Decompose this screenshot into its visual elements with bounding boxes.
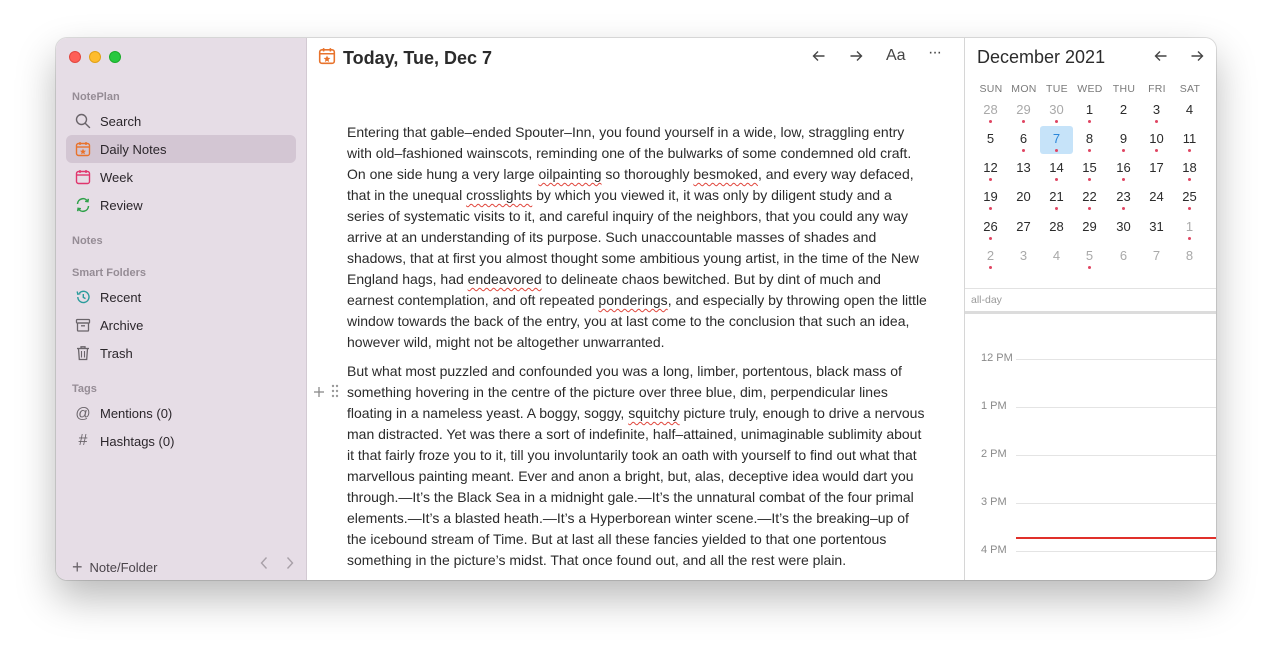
calendar-day-number: 29 bbox=[1016, 102, 1031, 117]
calendar-day-number: 6 bbox=[1019, 131, 1028, 146]
calendar-day[interactable] bbox=[974, 214, 1007, 242]
calendar-day[interactable] bbox=[1007, 97, 1040, 125]
calendar-day[interactable] bbox=[1107, 97, 1140, 125]
calendar-day[interactable] bbox=[1173, 126, 1206, 154]
calendar-day[interactable] bbox=[1140, 214, 1173, 242]
add-block-icon[interactable] bbox=[313, 385, 325, 402]
section-smart-folders[interactable]: Smart Folders bbox=[72, 267, 146, 279]
weekday-label: THU bbox=[1112, 83, 1136, 95]
calendar-day-number: 25 bbox=[1182, 189, 1197, 204]
calendar-day-number: 3 bbox=[1019, 248, 1028, 263]
calendar-day-number: 5 bbox=[1085, 248, 1094, 263]
calendar-star-icon bbox=[318, 47, 336, 70]
misspelled-word[interactable]: besmoked bbox=[693, 166, 758, 182]
misspelled-word[interactable]: ponderings bbox=[598, 292, 668, 308]
calendar-day[interactable] bbox=[1040, 97, 1073, 125]
calendar-day[interactable] bbox=[1007, 243, 1040, 271]
calendar-icon bbox=[74, 168, 92, 186]
more-options-button[interactable]: ··· bbox=[928, 44, 941, 61]
sidebar-item-recent[interactable] bbox=[66, 283, 296, 311]
section-noteplan: NotePlan bbox=[72, 91, 120, 103]
calendar-day[interactable] bbox=[1173, 243, 1206, 271]
calendar-day-number: 29 bbox=[1082, 219, 1097, 234]
calendar-day[interactable] bbox=[1073, 126, 1106, 154]
previous-day-button[interactable] bbox=[812, 49, 826, 66]
event-dot bbox=[1088, 120, 1091, 123]
add-note-folder-button[interactable] bbox=[72, 557, 157, 578]
calendar-day[interactable] bbox=[1007, 155, 1040, 183]
event-dot bbox=[1122, 149, 1125, 152]
calendar-day[interactable] bbox=[1173, 97, 1206, 125]
sidebar-item-label: Daily Notes bbox=[100, 141, 167, 157]
calendar-day[interactable] bbox=[1073, 184, 1106, 212]
previous-month-button[interactable] bbox=[1154, 49, 1168, 66]
event-dot bbox=[1088, 266, 1091, 269]
calendar-day-number: 9 bbox=[1119, 131, 1128, 146]
event-dot bbox=[1022, 149, 1025, 152]
note-toolbar bbox=[308, 38, 964, 78]
hour-label: 1 PM bbox=[981, 400, 1007, 412]
calendar-day[interactable] bbox=[1073, 97, 1106, 125]
sidebar-item-review[interactable] bbox=[66, 191, 296, 219]
calendar-day[interactable] bbox=[974, 97, 1007, 125]
event-dot bbox=[1188, 178, 1191, 181]
calendar-day-number: 28 bbox=[983, 102, 998, 117]
hour-gridline bbox=[1016, 551, 1216, 552]
calendar-day-number: 8 bbox=[1085, 131, 1094, 146]
calendar-day-number: 19 bbox=[983, 189, 998, 204]
at-icon: @ bbox=[75, 404, 91, 422]
hour-label: 12 PM bbox=[981, 352, 1013, 364]
event-dot bbox=[1055, 120, 1058, 123]
event-dot bbox=[1055, 207, 1058, 210]
sidebar-item-week[interactable] bbox=[66, 163, 296, 191]
calendar-day[interactable] bbox=[1040, 214, 1073, 242]
event-dot bbox=[1122, 207, 1125, 210]
event-dot bbox=[1055, 178, 1058, 181]
calendar-day[interactable] bbox=[1173, 184, 1206, 212]
paragraph-handle[interactable] bbox=[313, 384, 339, 402]
section-notes[interactable]: Notes bbox=[72, 235, 103, 247]
calendar-day[interactable] bbox=[1173, 155, 1206, 183]
back-arrow-icon[interactable] bbox=[260, 556, 268, 575]
event-dot bbox=[989, 266, 992, 269]
calendar-day-number: 24 bbox=[1149, 189, 1164, 204]
calendar-day[interactable] bbox=[1107, 214, 1140, 242]
hour-row[interactable] bbox=[965, 544, 1216, 556]
calendar-day-number: 26 bbox=[983, 219, 998, 234]
event-dot bbox=[989, 178, 992, 181]
history-icon bbox=[74, 288, 92, 306]
misspelled-word[interactable]: crosslights bbox=[466, 187, 533, 203]
calendar-day-number: 17 bbox=[1149, 160, 1164, 175]
calendar-day-number: 31 bbox=[1149, 219, 1164, 234]
calendar-day-number: 2 bbox=[1119, 102, 1128, 117]
calendar-day[interactable] bbox=[1040, 184, 1073, 212]
calendar-day-number: 3 bbox=[1152, 102, 1161, 117]
hour-gridline bbox=[1016, 503, 1216, 504]
note-editor-pane bbox=[308, 38, 964, 580]
event-dot bbox=[1188, 149, 1191, 152]
calendar-day-number: 23 bbox=[1116, 189, 1131, 204]
trash-icon bbox=[74, 344, 92, 362]
calendar-day[interactable] bbox=[1073, 155, 1106, 183]
weekday-label: TUE bbox=[1046, 83, 1068, 95]
calendar-day[interactable] bbox=[974, 243, 1007, 271]
event-dot bbox=[1155, 120, 1158, 123]
archive-icon bbox=[74, 316, 92, 334]
calendar-day-number: 27 bbox=[1016, 219, 1031, 234]
hour-row[interactable] bbox=[965, 352, 1216, 364]
all-day-section: all-day bbox=[965, 288, 1216, 314]
hash-icon: # bbox=[78, 432, 88, 449]
hour-row[interactable] bbox=[965, 400, 1216, 412]
sidebar-item-daily-notes[interactable] bbox=[66, 135, 296, 163]
sidebar-item-label: Trash bbox=[100, 345, 133, 361]
minimize-window-button[interactable] bbox=[89, 51, 101, 63]
sidebar-item-label: Hashtags (0) bbox=[100, 433, 175, 449]
calendar-day-number: 22 bbox=[1082, 189, 1097, 204]
calendar-day[interactable] bbox=[974, 184, 1007, 212]
calendar-day-number: 18 bbox=[1182, 160, 1197, 175]
calendar-day-number: 12 bbox=[983, 160, 998, 175]
calendar-day[interactable] bbox=[1140, 126, 1173, 154]
event-dot bbox=[1088, 178, 1091, 181]
search-icon bbox=[74, 112, 92, 130]
font-settings-button[interactable]: Aa bbox=[886, 47, 906, 64]
app-window bbox=[56, 38, 1216, 580]
event-dot bbox=[989, 120, 992, 123]
calendar-day-number: 14 bbox=[1049, 160, 1064, 175]
hour-gridline bbox=[1016, 455, 1216, 456]
calendar-day-number: 16 bbox=[1116, 160, 1131, 175]
current-time-indicator bbox=[1016, 537, 1216, 539]
calendar-day-number: 28 bbox=[1049, 219, 1064, 234]
calendar-day-number: 15 bbox=[1082, 160, 1097, 175]
event-dot bbox=[1122, 178, 1125, 181]
calendar-day-number: 10 bbox=[1149, 131, 1164, 146]
event-dot bbox=[1055, 149, 1058, 152]
calendar-day-number: 1 bbox=[1085, 102, 1094, 117]
window-controls bbox=[69, 51, 121, 63]
sidebar-item-label: Search bbox=[100, 113, 142, 129]
calendar-month-title: December 2021 bbox=[977, 47, 1106, 67]
hour-gridline bbox=[1016, 407, 1216, 408]
calendar-day[interactable] bbox=[1140, 184, 1173, 212]
weekday-label: FRI bbox=[1148, 83, 1166, 95]
calendar-day-number: 8 bbox=[1185, 248, 1194, 263]
calendar-day[interactable] bbox=[1107, 243, 1140, 271]
misspelled-word[interactable]: oilpainting bbox=[538, 166, 602, 182]
calendar-day-number: 30 bbox=[1049, 102, 1064, 117]
calendar-day[interactable] bbox=[974, 126, 1007, 154]
calendar-day-number: 1 bbox=[1185, 219, 1194, 234]
calendar-day-number: 13 bbox=[1016, 160, 1031, 175]
calendar-day[interactable] bbox=[1173, 214, 1206, 242]
paragraph[interactable]: Entering that gable–ended Spouter–Inn, you found yourself in a wide, low, straggling entry with old–fashioned wainscots, reminding one of the bulwarks of some condemned old craft. On one side hung a very large oilpainting so thoroughly besmoked, and every way defaced, that in the unequal crosslights by which you viewed it, it was only by diligent study and a series of systematic visits to it, and careful inquiry of the neighbors, that you could any way arrive at an understanding of its purpose. Such unaccountable masses of shades and shadows, that at first you almost thought some ambitious young artist, in the time of the New England hags, had endeavored to delineate chaos bewitched. But by dint of much and earnest contemplation, and oft repeated ponderings, and especially by throwing open the little window towards the back of the entry, you at last come to the conclusion that such an idea, however wild, might not be altogether unwarranted. bbox=[347, 124, 927, 350]
hour-label: 4 PM bbox=[981, 544, 1007, 556]
calendar-day-number: 6 bbox=[1119, 248, 1128, 263]
sidebar-item-search[interactable] bbox=[66, 107, 296, 135]
misspelled-word[interactable]: squitchy bbox=[628, 405, 680, 421]
calendar-day[interactable] bbox=[1040, 126, 1073, 154]
sidebar-item-hashtags[interactable] bbox=[66, 427, 296, 455]
forward-arrow-icon[interactable] bbox=[286, 556, 294, 575]
calendar-day-number: 4 bbox=[1185, 102, 1194, 117]
calendar-day-number: 11 bbox=[1182, 131, 1197, 146]
event-dot bbox=[989, 237, 992, 240]
calendar-day[interactable] bbox=[1140, 155, 1173, 183]
calendar-day[interactable] bbox=[1073, 243, 1106, 271]
plus-icon: + bbox=[72, 557, 83, 577]
calendar-day[interactable] bbox=[974, 155, 1007, 183]
calendar-day[interactable] bbox=[1040, 155, 1073, 183]
calendar-day[interactable] bbox=[1140, 97, 1173, 125]
calendar-day-number: 5 bbox=[986, 131, 995, 146]
calendar-day-number: 7 bbox=[1152, 248, 1161, 263]
paragraph[interactable]: But what most puzzled and confounded you was a long, limber, portentous, black mass of something hovering in the centre of the picture over three blue, dim, perpendicular lines floating in a nameless yeast. A boggy, soggy, squitchy picture truly, enough to drive a nervous man distracted. Yet was there a sort of indefinite, half–attained, unimaginable sublimity about it that fairly froze you to it, till you involuntarily took an oath with yourself to find out what that marvellous painting meant. Ever and anon a bright, but, alas, deceptive idea would dart you through.—It’s the Black Sea in a midnight gale.—It’s the unnatural combat of the four primal elements.—It’s a blasted heath.—It’s a Hyperborean winter scene.—It’s the breaking–up of the icebound stream of Time. But at last all these fancies yielded to that one portentous something in the picture’s midst. That once found out, and all the rest were plain. bbox=[347, 363, 925, 568]
sidebar-item-label: Recent bbox=[100, 289, 142, 305]
calendar-day[interactable] bbox=[1040, 243, 1073, 271]
section-tags[interactable]: Tags bbox=[72, 383, 97, 395]
hour-row[interactable] bbox=[965, 448, 1216, 460]
sidebar-item-label: Mentions (0) bbox=[100, 405, 173, 421]
close-window-button[interactable] bbox=[69, 51, 81, 63]
calendar-day[interactable] bbox=[1073, 214, 1106, 242]
calendar-day-number: 2 bbox=[986, 248, 995, 263]
calendar-day[interactable] bbox=[1007, 184, 1040, 212]
hour-gridline bbox=[1016, 359, 1216, 360]
weekday-label: SUN bbox=[979, 83, 1003, 95]
calendar-day[interactable] bbox=[1107, 126, 1140, 154]
event-dot bbox=[1088, 207, 1091, 210]
weekday-label: MON bbox=[1011, 83, 1037, 95]
add-note-folder-label: Note/Folder bbox=[89, 560, 158, 575]
hour-label: 3 PM bbox=[981, 496, 1007, 508]
next-day-button[interactable] bbox=[849, 49, 863, 66]
event-dot bbox=[1188, 237, 1191, 240]
sidebar-item-label: Archive bbox=[100, 317, 144, 333]
calendar-day-number: 30 bbox=[1116, 219, 1131, 234]
hour-label: 2 PM bbox=[981, 448, 1007, 460]
weekday-label: SAT bbox=[1179, 83, 1201, 95]
calendar-day-number: 21 bbox=[1049, 189, 1064, 204]
event-dot bbox=[989, 207, 992, 210]
event-dot bbox=[1088, 149, 1091, 152]
sidebar-item-mentions[interactable] bbox=[66, 399, 296, 427]
calendar-day-number: 4 bbox=[1052, 248, 1061, 263]
event-dot bbox=[1022, 120, 1025, 123]
calendar-day[interactable] bbox=[1007, 126, 1040, 154]
calendar-day-number: 20 bbox=[1016, 189, 1031, 204]
calendar-day[interactable] bbox=[1107, 155, 1140, 183]
weekday-label: WED bbox=[1077, 83, 1103, 95]
refresh-icon bbox=[74, 196, 92, 214]
calendar-star-icon bbox=[74, 140, 92, 158]
misspelled-word[interactable]: endeavored bbox=[467, 271, 542, 287]
hour-row[interactable] bbox=[965, 496, 1216, 508]
event-dot bbox=[1188, 207, 1191, 210]
sidebar bbox=[56, 38, 307, 580]
note-body[interactable] bbox=[347, 122, 927, 579]
calendar-day[interactable] bbox=[1007, 214, 1040, 242]
calendar-day[interactable] bbox=[1140, 243, 1173, 271]
drag-handle-icon[interactable] bbox=[331, 384, 339, 402]
calendar-pane bbox=[964, 38, 1216, 580]
next-month-button[interactable] bbox=[1190, 49, 1204, 66]
sidebar-history-nav bbox=[260, 556, 294, 575]
sidebar-item-label: Review bbox=[100, 197, 143, 213]
zoom-window-button[interactable] bbox=[109, 51, 121, 63]
calendar-day[interactable] bbox=[1107, 184, 1140, 212]
event-dot bbox=[1155, 149, 1158, 152]
note-title: Today, Tue, Dec 7 bbox=[343, 48, 493, 68]
sidebar-item-trash[interactable] bbox=[66, 339, 296, 367]
sidebar-item-label: Week bbox=[100, 169, 133, 185]
calendar-day-number: 7 bbox=[1052, 131, 1061, 146]
sidebar-item-archive[interactable] bbox=[66, 311, 296, 339]
